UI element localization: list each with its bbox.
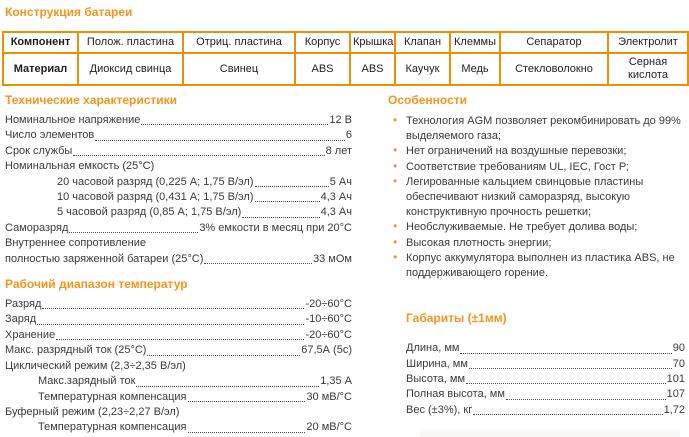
- material-cell: Серная кислота: [608, 53, 688, 85]
- material-cell: Свинец: [183, 53, 295, 85]
- component-header-cell: Компонент: [3, 32, 78, 53]
- tech-specs-heading: Технические характеристики: [5, 93, 178, 107]
- spec-value: 12 В: [329, 114, 352, 126]
- spec-label: Макс. разрядный ток (25°C): [5, 344, 147, 357]
- features-list: [388, 114, 689, 281]
- component-header-cell: Корпус: [295, 32, 350, 53]
- construction-material-row: [3, 53, 688, 85]
- spec-row: [5, 221, 352, 236]
- spec-row: [5, 205, 352, 220]
- dot-leader: [255, 201, 320, 202]
- spec-value: 67,5А (5с): [301, 344, 352, 357]
- dot-leader: [460, 353, 671, 354]
- construction-table: [2, 31, 689, 86]
- spec-label: Внутреннее сопротивление: [5, 237, 146, 250]
- spec-row: [406, 403, 685, 418]
- feature-item: • Легированные кальцием свинцовые пластины обеспечивают низкий саморазряд, высокую конструктивную прочность решетки;: [391, 175, 689, 221]
- dot-leader: [56, 339, 304, 340]
- spec-value: 4,3 Ач: [320, 191, 352, 204]
- spec-value: 5 Ач: [329, 175, 352, 188]
- content-columns: [5, 93, 689, 436]
- left-column: [5, 93, 352, 436]
- spec-value: -20÷60°C: [305, 328, 352, 341]
- material-cell: ABS: [350, 53, 395, 85]
- spec-label: Макс.зарядный ток: [38, 375, 136, 388]
- material-cell: Стекловолокно: [500, 53, 608, 85]
- construction-header-row: [3, 32, 688, 53]
- spec-label: Разряд: [5, 298, 42, 311]
- feature-item: • Высокая плотность энергии;: [391, 236, 689, 251]
- dot-leader: [141, 124, 328, 125]
- spec-row: [5, 252, 352, 267]
- spec-label: Температурная компенсация: [38, 390, 187, 403]
- dot-leader: [42, 308, 304, 309]
- spec-value: 1,35 А: [320, 375, 352, 388]
- temp-range-rows: [5, 297, 352, 436]
- feature-item: • Необслуживаемые. Не требует долива воды;: [391, 220, 689, 235]
- spec-row: [5, 113, 352, 128]
- spec-value: 6: [345, 129, 352, 142]
- spec-label: Число элементов: [5, 129, 95, 142]
- spec-row: [5, 128, 352, 143]
- feature-item: • Нет ограничений на воздушные перевозки;: [391, 144, 689, 159]
- spec-value: 8 лет: [325, 144, 352, 157]
- spec-value: 33 мОм: [313, 252, 352, 265]
- spec-row: [5, 328, 352, 343]
- spec-value: -20÷60°C: [305, 298, 352, 311]
- scan-artifact: [420, 427, 680, 437]
- dot-leader: [95, 140, 345, 141]
- spec-row: [5, 405, 352, 420]
- spec-label: 10 часовой разряд (0,431 А; 1,75 В/эл): [57, 191, 254, 204]
- component-header-cell: Отриц. пластина: [183, 32, 295, 53]
- spec-label: Полная высота, мм: [406, 388, 505, 401]
- spec-value: 30 мВ/°C: [306, 390, 352, 403]
- temp-range-heading: Рабочий диапазон температур: [5, 277, 188, 292]
- dimensions-rows: [406, 341, 685, 418]
- material-cell: Каучук: [395, 53, 450, 85]
- spec-label: Буферный режим (2,23÷2,27 В/эл): [5, 405, 180, 418]
- material-cell: Медь: [450, 53, 500, 85]
- spec-row: [5, 359, 352, 374]
- dot-leader: [204, 263, 312, 264]
- dot-leader: [255, 186, 329, 187]
- spec-row: [5, 297, 352, 312]
- feature-item: • Соответствие требованиям UL, IEC, Гост Р;: [391, 160, 689, 175]
- feature-item: • Корпус аккумулятора выполнен из пластика ABS, не поддерживающего горение.: [391, 251, 689, 281]
- spec-value: 1,72: [663, 403, 685, 416]
- component-header-cell: Крышка: [350, 32, 395, 53]
- spec-label: Номинальная емкость (25°C): [5, 160, 155, 173]
- spec-value: -10÷60°C: [305, 313, 352, 326]
- spec-row: [406, 372, 685, 387]
- spec-label: Вес (±3%), кг: [406, 403, 473, 416]
- dot-leader: [469, 368, 672, 369]
- dot-leader: [242, 217, 319, 218]
- dot-leader: [506, 399, 666, 400]
- spec-label: Циклический режим (2,3÷2,35 В/эл): [5, 359, 186, 372]
- spec-value: 107: [666, 388, 685, 401]
- component-header-cell: Клапан: [395, 32, 450, 53]
- spec-value: 20 мВ/°C: [306, 421, 352, 434]
- dot-leader: [473, 414, 662, 415]
- spec-row: [5, 144, 352, 159]
- spec-row: [5, 343, 352, 358]
- dot-leader: [466, 383, 666, 384]
- right-column: [388, 93, 689, 436]
- spec-value: 3% емкости в месяц при 20°C: [199, 221, 352, 234]
- component-header-cell: Электролит: [608, 32, 688, 53]
- spec-label: 20 часовой разряд (0,225 А; 1,75 В/эл): [57, 175, 254, 188]
- spec-row: [5, 312, 352, 327]
- construction-heading: Конструкция батареи: [5, 5, 133, 19]
- component-header-cell: Полож. пластина: [78, 32, 183, 53]
- spec-row: [406, 341, 685, 356]
- dot-leader: [37, 324, 304, 325]
- spec-row: [5, 175, 352, 190]
- spec-row: [5, 420, 352, 435]
- spec-label: Заряд: [5, 313, 37, 326]
- spec-label: Хранение: [5, 328, 56, 341]
- spec-label: Номинальное напряжение: [5, 114, 141, 126]
- material-cell: ABS: [295, 53, 350, 85]
- spec-row: [5, 374, 352, 389]
- features-heading: Особенности: [388, 93, 468, 107]
- spec-row: [5, 190, 352, 205]
- spec-label: 5 часовой разряд (0,85 А; 1,75 В/эл): [57, 206, 242, 219]
- feature-item: • Технология AGM позволяет рекомбинировать до 99% выделяемого газа;: [391, 114, 689, 144]
- spec-label: Срок службы: [5, 144, 73, 157]
- dot-leader: [188, 432, 306, 433]
- spec-value: 101: [666, 373, 685, 386]
- material-cell: Материал: [3, 53, 78, 85]
- dot-leader: [136, 386, 319, 387]
- component-header-cell: Сепаратор: [500, 32, 608, 53]
- spec-value: 4,3 Ач: [320, 206, 352, 219]
- dot-leader: [73, 155, 324, 156]
- spec-label: Длина, мм: [406, 342, 460, 355]
- dot-leader: [147, 355, 300, 356]
- spec-value: 70: [672, 357, 685, 370]
- spec-row: [406, 357, 685, 372]
- dimensions-heading: Габариты (±1мм): [406, 311, 507, 326]
- spec-label: Температурная компенсация: [38, 421, 187, 434]
- spec-row: [406, 387, 685, 402]
- spec-label: Высота, мм: [406, 373, 466, 386]
- spec-value: 90: [672, 342, 685, 355]
- spec-row: [5, 236, 352, 251]
- spec-label: Ширина, мм: [406, 357, 468, 370]
- tech-specs-rows: [5, 113, 352, 267]
- dot-leader: [69, 232, 198, 233]
- spec-row: [5, 390, 352, 405]
- dimensions-section: [406, 311, 689, 418]
- component-header-cell: Клеммы: [450, 32, 500, 53]
- spec-row: [5, 159, 352, 174]
- spec-label: Саморазряд: [5, 221, 69, 234]
- spec-label: полностью заряженной батареи (25°C): [5, 252, 204, 265]
- dot-leader: [188, 401, 306, 402]
- material-cell: Диоксид свинца: [78, 53, 183, 85]
